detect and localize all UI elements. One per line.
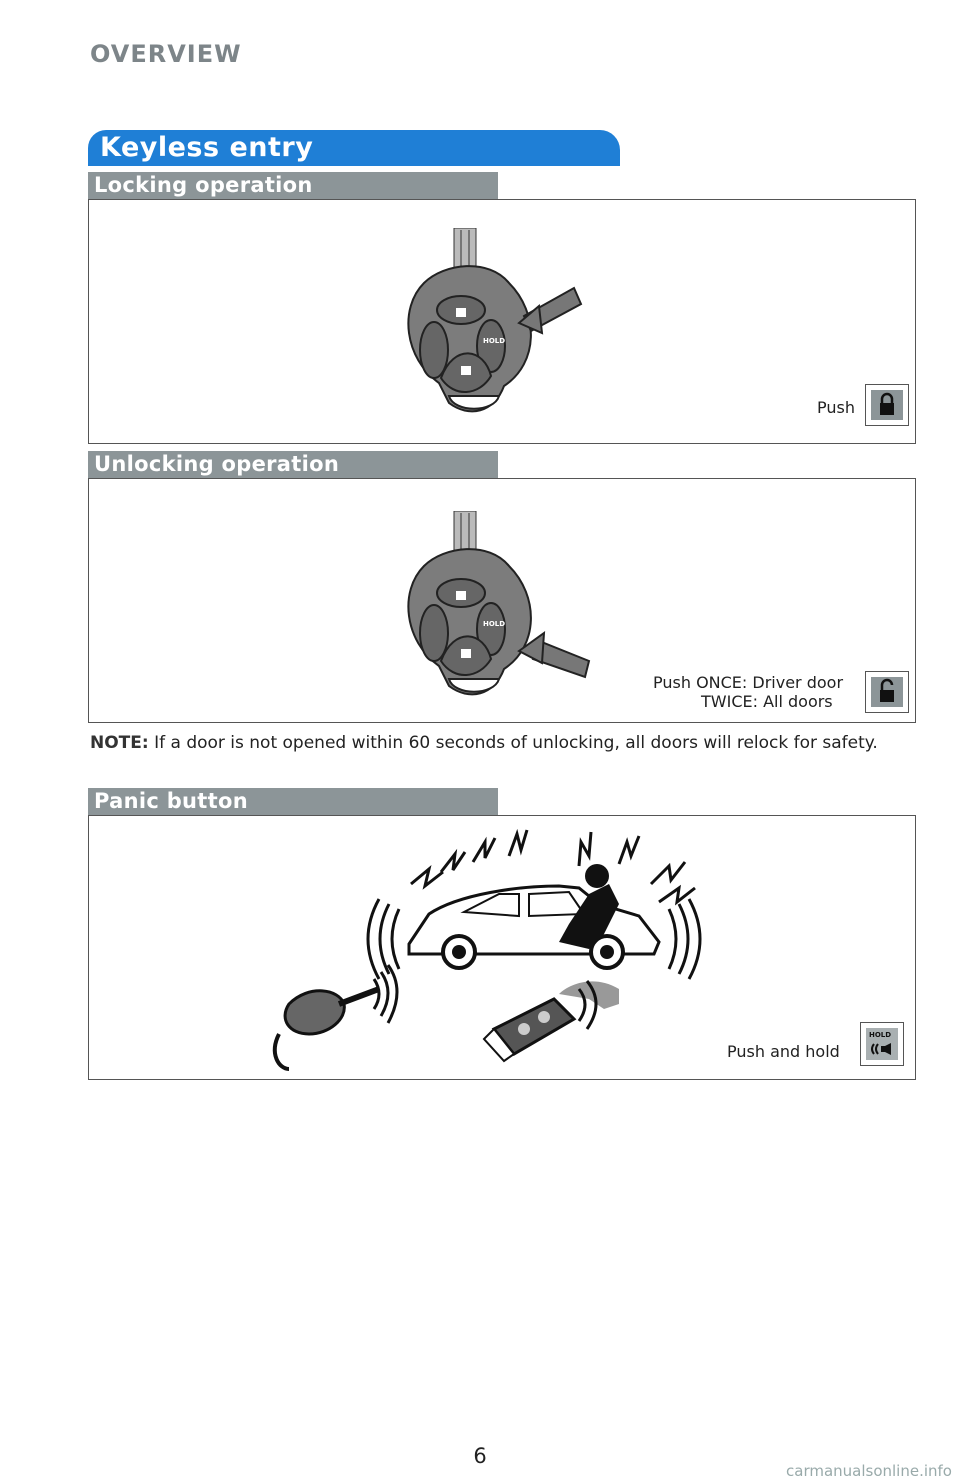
locking-caption: Push bbox=[817, 398, 855, 417]
keyless-entry-tab bbox=[88, 130, 620, 166]
locking-panel bbox=[88, 199, 916, 444]
lock-closed-icon bbox=[865, 384, 909, 426]
hold-button-label: HOLD bbox=[483, 337, 506, 345]
hold-button-label: HOLD bbox=[483, 620, 506, 628]
panic-section-title: Panic button bbox=[94, 789, 248, 813]
unlocking-caption-line1: Push ONCE: Driver door bbox=[653, 673, 844, 692]
unlocking-section-title: Unlocking operation bbox=[94, 452, 340, 476]
note-label: NOTE: bbox=[90, 733, 149, 753]
note-paragraph bbox=[90, 730, 910, 757]
unlocking-section-bar bbox=[88, 451, 498, 478]
panic-hold-icon bbox=[860, 1022, 904, 1066]
page-number: 6 bbox=[473, 1444, 487, 1468]
keyless-entry-title: Keyless entry bbox=[100, 132, 314, 163]
site-watermark: carmanualsonline.info bbox=[786, 1462, 952, 1480]
unlocking-caption-line2: TWICE: All doors bbox=[701, 692, 833, 711]
page-section-title: OVERVIEW bbox=[90, 40, 242, 68]
locking-section-bar bbox=[88, 172, 498, 199]
locking-section-title: Locking operation bbox=[94, 173, 313, 197]
lock-open-icon bbox=[865, 671, 909, 713]
note-text: If a door is not opened within 60 seconds of unlocking, all doors will relock for safety. bbox=[148, 733, 878, 753]
panic-alarm-illustration bbox=[259, 824, 779, 1074]
remote-key-illustration bbox=[399, 228, 619, 428]
unlocking-panel bbox=[88, 478, 916, 723]
panic-caption: Push and hold bbox=[727, 1042, 840, 1061]
panic-panel bbox=[88, 815, 916, 1080]
panic-section-bar bbox=[88, 788, 498, 815]
remote-key-illustration bbox=[399, 511, 619, 711]
panic-hold-icon-label: HOLD bbox=[869, 1031, 892, 1039]
